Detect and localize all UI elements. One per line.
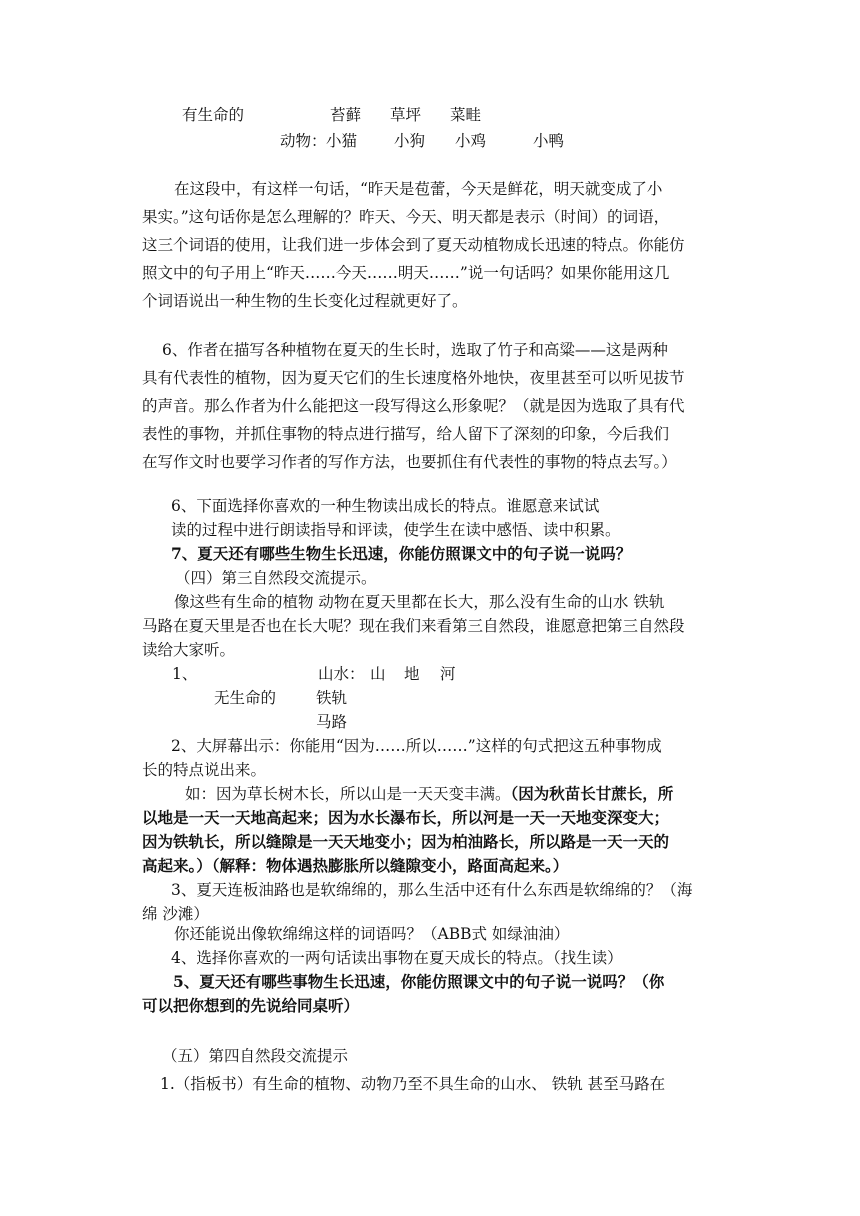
para4-line: 像这些有生命的植物 动物在夏天里都在长大，那么没有生命的山水 铁轨 [174, 593, 665, 611]
item4: 4、选择你喜欢的一两句话读出事物在夏天成长的特点。（找生读） [171, 949, 623, 967]
diagram1-lawn: 草坪 [390, 106, 422, 124]
item2-line: 长的特点说出来。 [142, 761, 267, 779]
para4-line: 读给大家听。 [142, 641, 236, 659]
diagram1-animals-label: 动物： [280, 132, 327, 150]
para1-line: 果实。”这句话你是怎么理解的？昨天、今天、明天都是表示（时间）的词语， [142, 208, 670, 226]
item3-extra: 你还能说出像软绵绵这样的词语吗？（ABB式 如绿油油） [174, 925, 570, 943]
example-bold-line: 因为铁轨长，所以缝隙是一天天地变小；因为柏油路长，所以路是一天一天的 [142, 832, 670, 851]
item5-line: 可以把你想到的先说给同桌听） [142, 996, 360, 1015]
diagram2-left: 无生命的 [214, 689, 277, 707]
para2-line: 6、作者在描写各种植物在夏天的生长时，选取了竹子和高粱——这是两种 [162, 341, 668, 359]
diagram1-vegbed: 菜畦 [450, 106, 482, 124]
item3-line: 绵 沙滩） [142, 905, 209, 923]
section-4-heading: （四）第三自然段交流提示。 [175, 569, 377, 587]
para4-line: 马路在夏天里是否也在长大呢？现在我们来看第三自然段，谁愿意把第三自然段 [142, 617, 685, 635]
diagram1-duck: 小鸭 [533, 132, 565, 150]
item3-line: 3、夏天连板油路也是软绵绵的，那么生活中还有什么东西是软绵绵的？（海 [171, 881, 693, 899]
example-bold-start: （因为秋苗长甘蔗长，所 [510, 784, 674, 803]
para3-line: 读的过程中进行朗读指导和评读，使学生在读中感悟、读中积累。 [171, 521, 621, 539]
diagram1-cat: 小猫 [326, 132, 358, 150]
diagram2-road: 马路 [316, 713, 348, 731]
para1-line: 照文中的句子用上“昨天……今天……明天……”说一句话吗？如果你能用这几 [142, 264, 670, 282]
diagram2-land: 地 [404, 665, 420, 683]
example-bold-line: 以地是一天一天地高起来；因为水长瀑布长，所以河是一天一天地变深变大； [142, 808, 670, 827]
diagram1-left: 有生命的 [182, 106, 245, 124]
item5-line: 5、夏天还有哪些事物生长迅速，你能仿照课文中的句子说一说吗？（你 [173, 972, 665, 991]
para1-line: 在这段中，有这样一句话，“昨天是苞蕾，今天是鲜花，明天就变成了小 [174, 180, 663, 198]
diagram2-mountain: 山 [370, 665, 386, 683]
example-normal: 如：因为草长树木长，所以山是一天天变丰满。 [185, 785, 511, 803]
question-7: 7、夏天还有哪些生物生长迅速，你能仿照课文中的句子说一说吗？ [171, 544, 632, 563]
para2-line: 在写作文时也要学习作者的写作方法，也要抓住有代表性的事物的特点去写。） [142, 453, 677, 471]
example-bold-line: 高起来。）（解释：物体遇热膨胀所以缝隙变小，路面高起来。） [142, 856, 569, 875]
item2-line: 2、大屏幕出示：你能用“因为……所以……”这样的句式把这五种事物成 [171, 737, 662, 755]
para2-line: 表性的事物，并抓住事物的特点进行描写，给人留下了深刻的印象，今后我们 [142, 425, 670, 443]
diagram2-rail: 铁轨 [316, 689, 348, 707]
diagram1-chick: 小鸡 [455, 132, 487, 150]
diagram1-moss: 苔藓 [330, 106, 362, 124]
para1-line: 个词语说出一种生物的生长变化过程就更好了。 [142, 292, 468, 310]
section-5-heading: （五）第四自然段交流提示 [162, 1047, 349, 1065]
para2-line: 具有代表性的植物，因为夏天它们的生长速度格外地快，夜里甚至可以听见拔节 [142, 369, 685, 387]
last-line: 1.（指板书）有生命的植物、动物乃至不具生命的山水、 铁轨 甚至马路在 [160, 1075, 666, 1093]
diagram2-river: 河 [440, 665, 456, 683]
para1-line: 这三个词语的使用，让我们进一步体会到了夏天动植物成长迅速的特点。你能仿 [142, 236, 685, 254]
para2-line: 的声音。那么作者为什么能把这一段写得这么形象呢？（就是因为选取了具有代 [142, 397, 685, 415]
example-first-line [185, 783, 673, 805]
para3-line: 6、下面选择你喜欢的一种生物读出成长的特点。谁愿意来试试 [171, 497, 600, 515]
diagram2-number: 1、 [172, 665, 198, 683]
diagram1-dog: 小狗 [394, 132, 426, 150]
diagram2-label: 山水： [318, 665, 365, 683]
